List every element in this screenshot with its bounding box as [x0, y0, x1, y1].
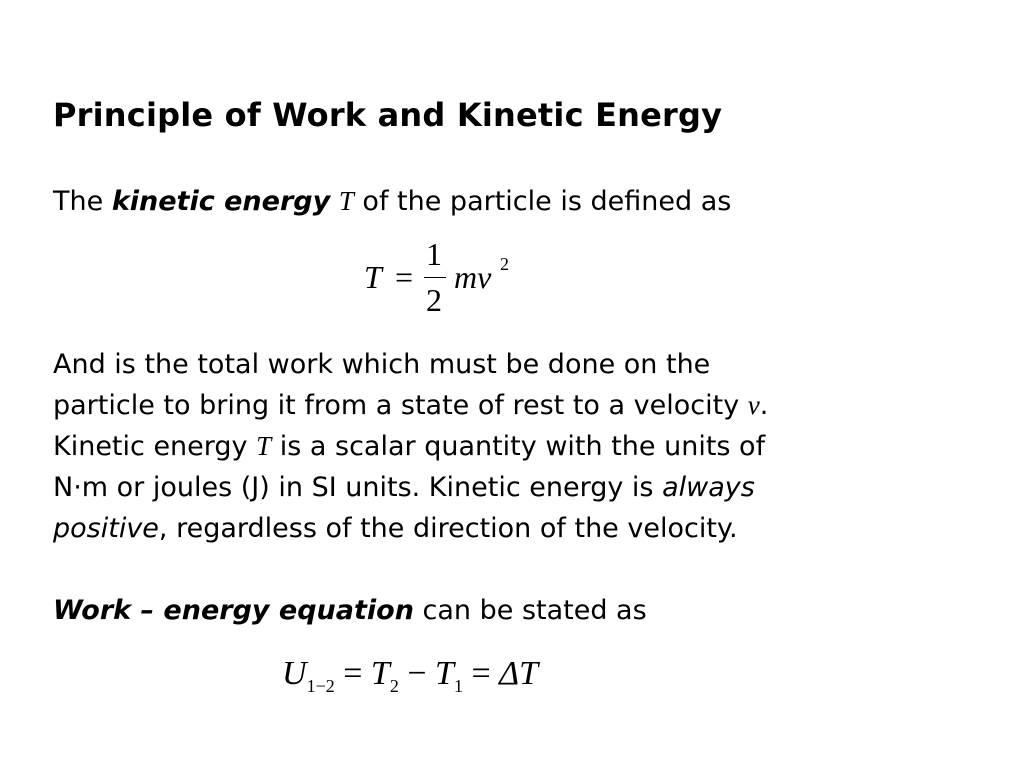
symbol-T: T	[338, 186, 354, 216]
eq-T2-subscript: 2	[389, 675, 399, 696]
eq-delta-T: ΔT	[499, 655, 538, 692]
work-energy-intro	[53, 595, 647, 626]
para2-line4	[53, 472, 755, 503]
para2-line2	[53, 390, 768, 421]
slide-title: Principle of Work and Kinetic Energy	[53, 96, 723, 134]
eq-exponent: 2	[500, 254, 509, 274]
fraction-bar	[424, 277, 446, 278]
emphasis-always: always	[662, 472, 755, 503]
work-energy-equation	[282, 655, 538, 697]
eq-rhs: mv	[454, 259, 492, 295]
para2-line5	[53, 513, 738, 544]
text-segment: .	[759, 390, 769, 421]
eq-T1: T	[435, 655, 454, 692]
text-segment: can be stated as	[413, 595, 647, 626]
eq-equals: =	[395, 259, 414, 295]
para2-line1: And is the total work which must be done on the	[53, 349, 711, 380]
eq-T1-subscript: 1	[453, 675, 463, 696]
text-segment: Kinetic energy	[53, 431, 257, 462]
text-segment: of the particle is defined as	[353, 186, 732, 217]
symbol-v: v	[747, 390, 760, 420]
eq-T2: T	[370, 655, 390, 692]
kinetic-energy-equation	[364, 236, 524, 321]
fraction-numerator: 1	[426, 236, 442, 272]
eq-equals: =	[462, 655, 500, 692]
eq-U: U	[282, 655, 307, 692]
kinetic-energy-definition	[53, 186, 731, 217]
text-segment: is a scalar quantity with the units of	[271, 431, 766, 462]
emphasis-positive: positive	[53, 513, 159, 544]
eq-U-subscript: 1−2	[306, 675, 335, 696]
kinetic-energy-term: kinetic energy	[111, 186, 331, 217]
eq-minus: −	[398, 655, 436, 692]
fraction-denominator: 2	[426, 282, 442, 318]
eq-equals: =	[334, 655, 371, 692]
text-segment: particle to bring it from a state of rest to a velocity	[53, 390, 748, 421]
work-energy-term: Work – energy equation	[53, 595, 414, 626]
text-segment: N·m or joules (J) in SI units. Kinetic energy is	[53, 472, 663, 503]
para2-line3	[53, 431, 765, 462]
eq-lhs: T	[364, 259, 382, 295]
text-segment: The	[53, 186, 112, 217]
text-segment: , regardless of the direction of the velocity.	[158, 513, 738, 544]
symbol-T: T	[256, 431, 272, 461]
